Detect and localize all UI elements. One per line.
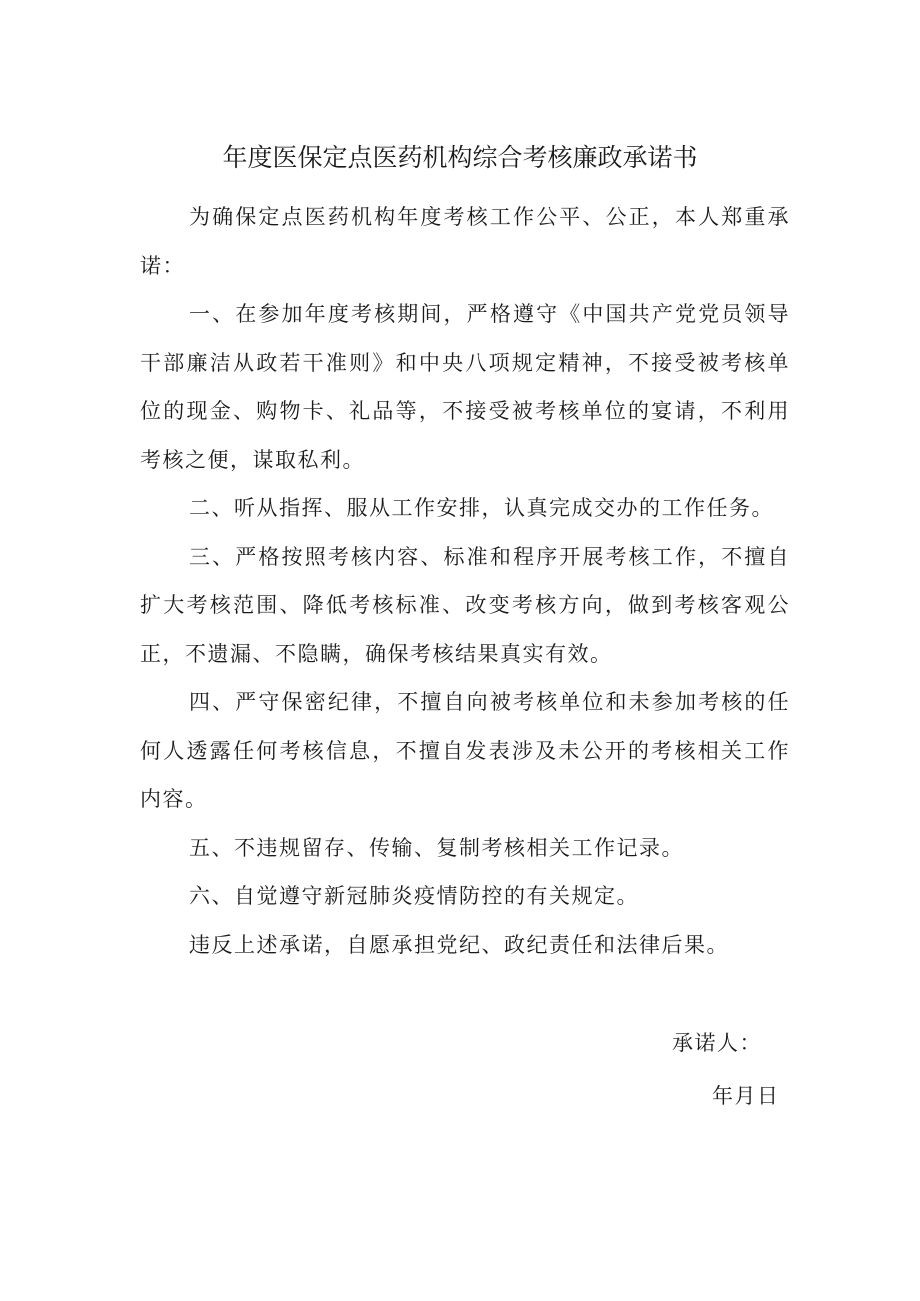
paragraph-item-6: 六、自觉遵守新冠肺炎疫情防控的有关规定。 [189, 884, 639, 908]
date-label: 年月日 [712, 1084, 780, 1108]
paragraph-item-2: 二、听从指挥、服从工作安排，认真完成交办的工作任务。 [189, 496, 774, 520]
paragraph-item-5: 五、不违规留存、传输、复制考核相关工作记录。 [189, 835, 684, 860]
document-title: 年度医保定点医药机构综合考核廉政承诺书 [222, 143, 698, 172]
paragraph-item-4: 四、严守保密纪律，不擅自向被考核单位和未参加考核的任何人透露任何考核信息，不擅自发表涉及未公开的考核相关工作内容。 [140, 690, 790, 811]
paragraph-item-1: 一、在参加年度考核期间，严格遵守《中国共产党党员领导干部廉洁从政若干准则》和中央八项规定精神，不接受被考核单位的现金、购物卡、礼品等，不接受被考核单位的宴请，不利用考核之便，谋取私利。 [140, 302, 790, 472]
paragraph-intro: 为确保定点医药机构年度考核工作公平、公正，本人郑重承诺： [140, 205, 790, 278]
paragraph-item-3: 三、严格按照考核内容、标准和程序开展考核工作，不擅自扩大考核范围、降低考核标准、改变考核方向，做到考核客观公正，不遗漏、不隐瞒，确保考核结果真实有效。 [140, 544, 790, 666]
signer-label: 承诺人： [672, 1031, 762, 1055]
document-body [140, 193, 790, 969]
paragraph-closing: 违反上述承诺，自愿承担党纪、政纪责任和法律后果。 [189, 932, 729, 957]
